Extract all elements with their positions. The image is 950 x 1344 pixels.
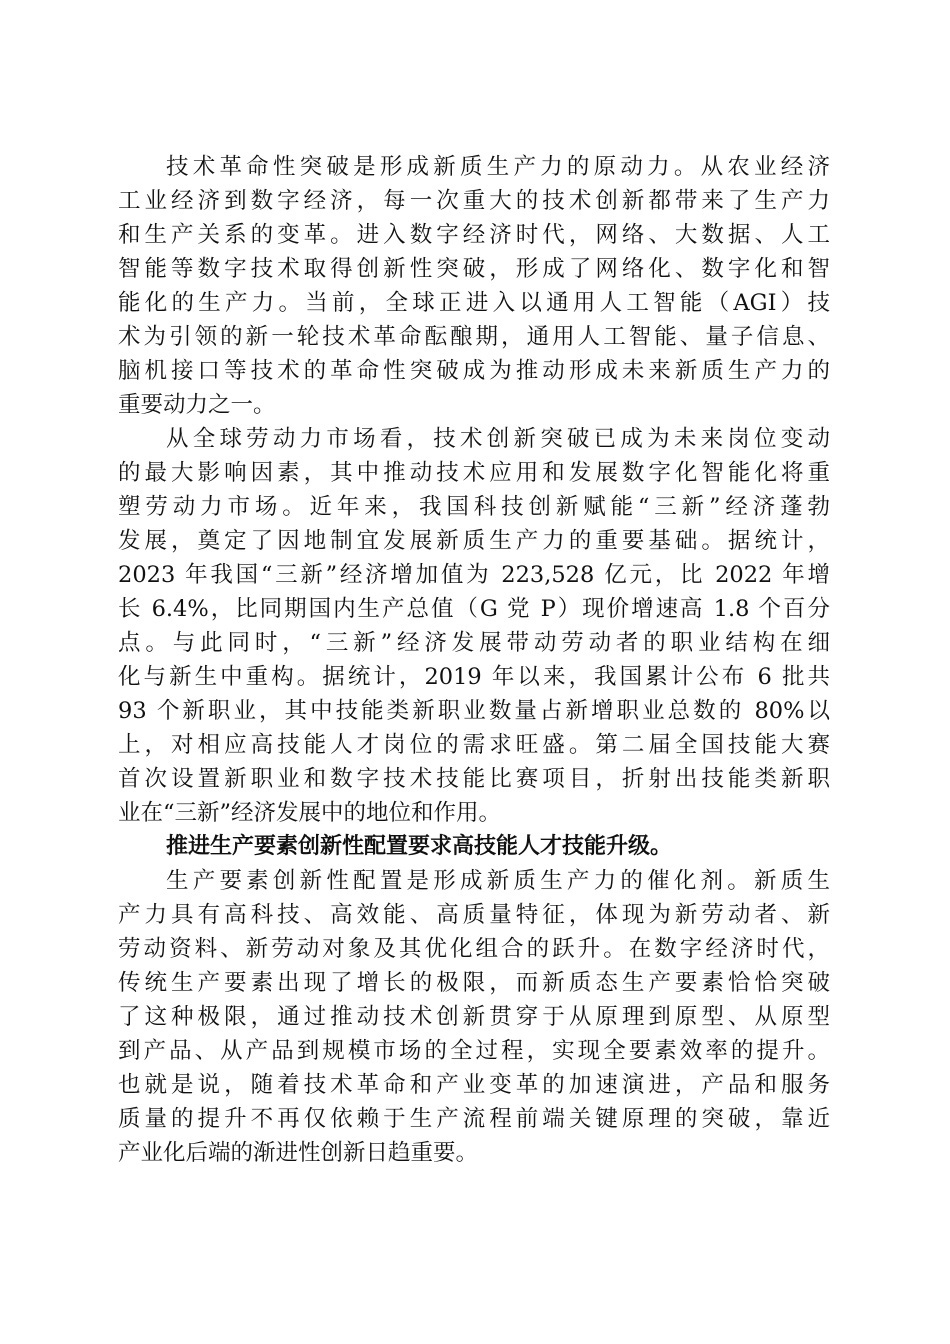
text-line: 产力具有高科技、高效能、高质量特征，体现为新劳动者、新 — [118, 902, 830, 928]
text-line: 劳动资料、新劳动对象及其优化组合的跃升。在数字经济时代， — [118, 936, 830, 962]
text-line: 从全球劳动力市场看，技术创新突破已成为未来岗位变动 — [166, 426, 830, 452]
text-line: 和生产关系的变革。进入数字经济时代，网络、大数据、人工 — [118, 222, 830, 248]
text-line: 重要动力之一。 — [118, 392, 276, 418]
text-line: 技术革命性突破是形成新质生产力的原动力。从农业经济 — [166, 154, 830, 180]
text-line: 发展，奠定了因地制宜发展新质生产力的重要基础。据统计， — [118, 528, 830, 554]
section-heading: 推进生产要素创新性配置要求高技能人才技能升级。 — [166, 834, 673, 859]
paragraph-3 — [118, 864, 830, 1170]
text-line: 脑机接口等技术的革命性突破成为推动形成未来新质生产力的 — [118, 358, 830, 384]
text-line: 传统生产要素出现了增长的极限，而新质态生产要素恰恰突破 — [118, 970, 830, 996]
text-line: 的最大影响因素，其中推动技术应用和发展数字化智能化将重 — [118, 460, 830, 486]
text-line: 智能等数字技术取得创新性突破，形成了网络化、数字化和智 — [118, 256, 830, 282]
text-line: 93 个新职业，其中技能类新职业数量占新增职业总数的 80%以 — [118, 698, 830, 724]
text-line: 上，对相应高技能人才岗位的需求旺盛。第二届全国技能大赛 — [118, 732, 830, 758]
text-line: 点。与此同时，“三新”经济发展带动劳动者的职业结构在细 — [118, 630, 830, 656]
text-line: 也就是说，随着技术革命和产业变革的加速演进，产品和服务 — [118, 1072, 830, 1098]
text-line: 塑劳动力市场。近年来，我国科技创新赋能“三新”经济蓬勃 — [118, 494, 830, 520]
paragraph-2 — [118, 422, 830, 830]
text-line: 到产品、从产品到规模市场的全过程，实现全要素效率的提升。 — [118, 1038, 830, 1064]
document-body — [118, 150, 830, 1170]
text-line: 产业化后端的渐进性创新日趋重要。 — [118, 1140, 479, 1166]
paragraph-1 — [118, 150, 830, 422]
text-line: 首次设置新职业和数字技术技能比赛项目，折射出技能类新职 — [118, 766, 830, 792]
text-line: 能化的生产力。当前，全球正进入以通用人工智能（AGI）技 — [118, 290, 830, 316]
text-line: 业在“三新”经济发展中的地位和作用。 — [118, 800, 502, 826]
text-line: 工业经济到数字经济，每一次重大的技术创新都带来了生产力 — [118, 188, 830, 214]
text-line: 化与新生中重构。据统计，2019 年以来，我国累计公布 6 批共 — [118, 664, 830, 690]
text-line: 了这种极限，通过推动技术创新贯穿于从原理到原型、从原型 — [118, 1004, 830, 1030]
text-line: 2023 年我国“三新”经济增加值为 223,528 亿元，比 2022 年增 — [118, 562, 830, 588]
text-line: 长 6.4%，比同期国内生产总值（G 党 P）现价增速高 1.8 个百分 — [118, 596, 830, 622]
text-line: 质量的提升不再仅依赖于生产流程前端关键原理的突破，靠近 — [118, 1106, 830, 1132]
text-line: 术为引领的新一轮技术革命酝酿期，通用人工智能、量子信息、 — [118, 324, 830, 350]
text-line: 生产要素创新性配置是形成新质生产力的催化剂。新质生 — [166, 868, 830, 894]
